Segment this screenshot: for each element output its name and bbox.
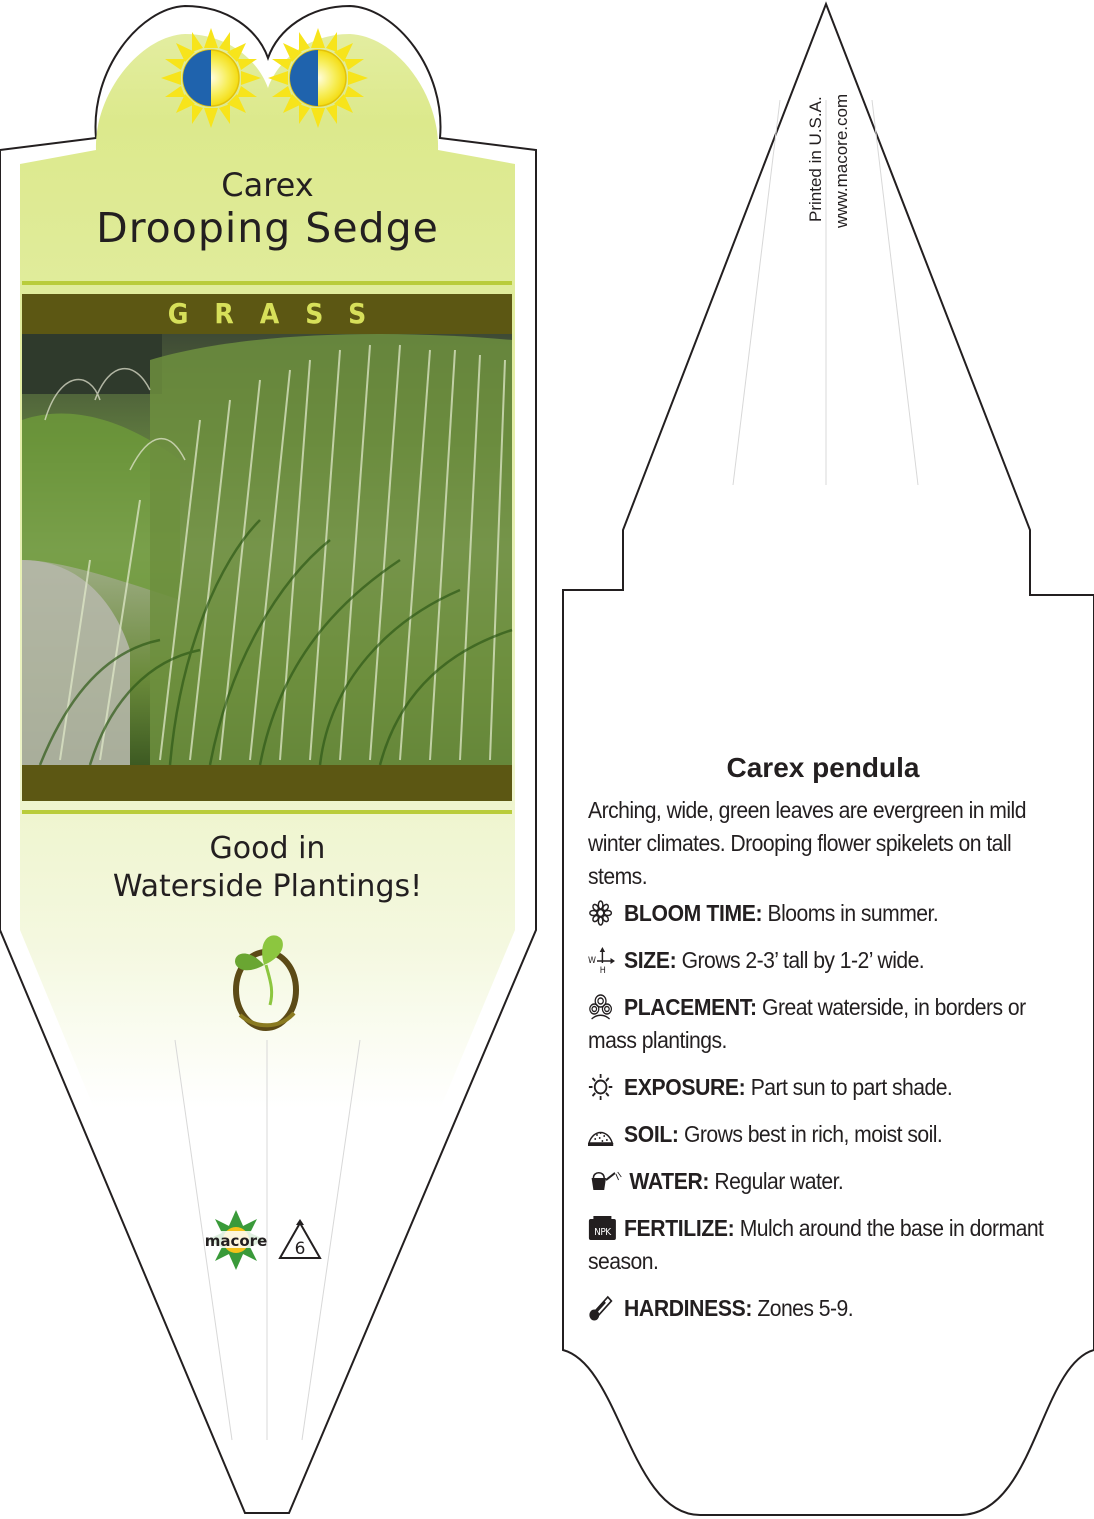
svg-text:H: H: [599, 965, 606, 973]
exposure-row: EXPOSURE: Part sun to part shade.: [588, 1071, 1065, 1104]
hardiness-value: Zones 5-9.: [757, 1295, 854, 1321]
size-arrows-icon: [588, 947, 622, 973]
plant-description: Arching, wide, green leaves are evergreen in mild winter climates. Drooping flower spikelets on tall stems.: [588, 797, 1026, 889]
genus-name: Carex: [221, 166, 314, 204]
hardiness-row: HARDINESS: Zones 5-9.: [588, 1292, 1065, 1325]
plant-care-info: [588, 752, 1068, 1339]
part-sun-icon: [161, 28, 261, 128]
flower-cluster-icon: [588, 994, 622, 1020]
fertilize-row: NPK FERTILIZE: Mulch around the base in dormant season.: [588, 1215, 1044, 1274]
size-row: W H SIZE: Grows 2-3’ tall by 1-2’ wide.: [588, 944, 1065, 977]
printed-in-text: Printed in U.S.A.: [806, 96, 825, 222]
thermometer-icon: [588, 1295, 622, 1321]
svg-text:W: W: [588, 955, 596, 967]
svg-text:NPK: NPK: [594, 1226, 611, 1239]
sun-outline-icon: [588, 1074, 622, 1100]
tagline-line-2: Waterside Plantings!: [112, 869, 423, 904]
website-text: www.macore.com: [832, 93, 851, 228]
size-value: Grows 2-3’ tall by 1-2’ wide.: [681, 947, 925, 973]
flower-icon: [588, 900, 622, 926]
water-row: WATER: Regular water.: [588, 1165, 1065, 1198]
recycle-number: 6: [294, 1239, 306, 1259]
placement-row: PLACEMENT: Great waterside, in borders or mass plantings.: [588, 994, 1026, 1053]
water-value: Regular water.: [714, 1168, 844, 1194]
soil-value: Grows best in rich, moist soil.: [683, 1121, 943, 1147]
bloom-time-value: Blooms in summer.: [767, 900, 939, 926]
part-sun-icon: [268, 28, 368, 128]
exposure-value: Part sun to part shade.: [750, 1074, 953, 1100]
common-name: Drooping Sedge: [96, 204, 439, 252]
plant-category: GRASS: [167, 297, 393, 330]
fertilize-value: Mulch around the base in dormant season.: [588, 1215, 1044, 1274]
tagline-line-1: Good in: [209, 831, 326, 866]
fertilizer-icon: [588, 1215, 622, 1241]
bloom-time-row: BLOOM TIME: Blooms in summer.: [588, 897, 1065, 930]
scientific-name: Carex pendula: [726, 752, 920, 783]
placement-value: Great waterside, in borders or mass plantings.: [588, 994, 1026, 1053]
soil-row: SOIL: Grows best in rich, moist soil.: [588, 1118, 1065, 1151]
tagline: [40, 830, 495, 906]
watering-can-icon: [588, 1168, 622, 1194]
grass-photo: [22, 334, 512, 765]
soil-mound-icon: [588, 1121, 622, 1147]
brand-wordmark: macore: [204, 1232, 268, 1250]
